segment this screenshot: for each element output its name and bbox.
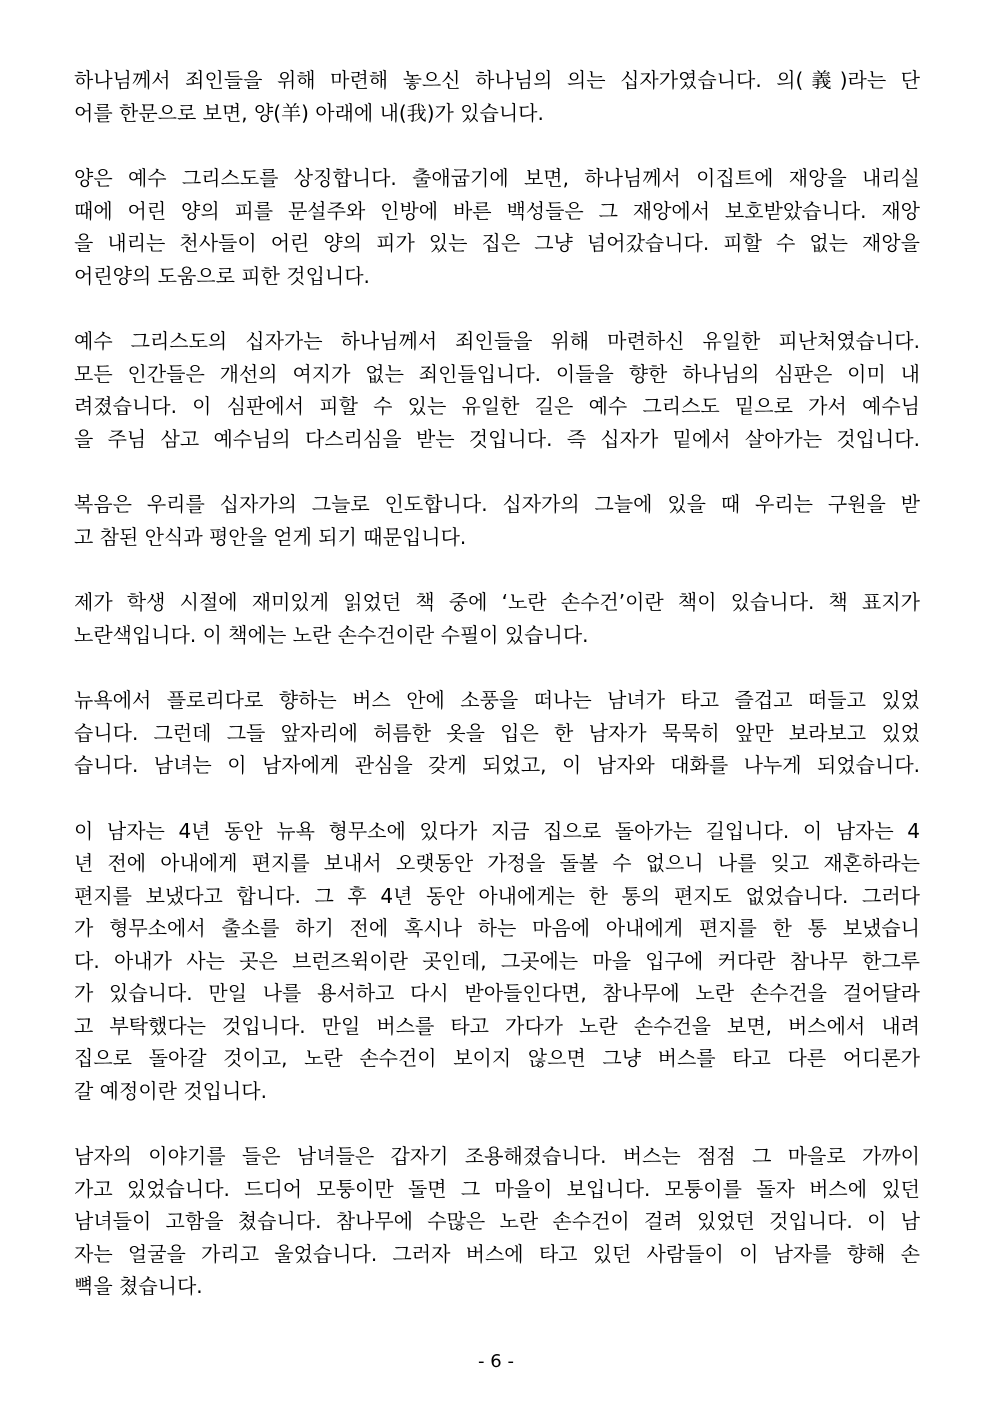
text-line: 편지를 보냈다고 합니다. 그 후 4년 동안 아내에게는 한 통의 편지도 없었습니다. 그러다: [74, 883, 920, 908]
text-line: 양은 예수 그리스도를 상징합니다. 출애굽기에 보면, 하나님께서 이집트에 재앙을 내리실: [74, 166, 920, 190]
text-line: 남녀들이 고함을 쳤습니다. 참나무에 수많은 노란 손수건이 걸려 있었던 것입니다. 이 남: [74, 1209, 920, 1233]
text-line: 어린양의 도움으로 피한 것입니다.: [74, 263, 370, 288]
paragraph: [74, 586, 920, 651]
text-line: 습니다. 남녀는 이 남자에게 관심을 갖게 되었고, 이 남자와 대화를 나누게 되었습니다.: [74, 753, 920, 777]
text-line: 고 부탁했다는 것입니다. 만일 버스를 타고 가다가 노란 손수건을 보면, 버스에서 내려: [74, 1013, 920, 1038]
text-line: 습니다. 그런데 그들 앞자리에 허름한 옷을 입은 한 남자가 묵묵히 앞만 보라보고 있었: [74, 720, 920, 745]
paragraph: [74, 1140, 920, 1303]
text-line: 가고 있었습니다. 드디어 모퉁이만 돌면 그 마을이 보입니다. 모퉁이를 돌자 버스에 있던: [74, 1176, 920, 1201]
text-line: 하나님께서 죄인들을 위해 마련해 놓으신 하나님의 의는 십자가였습니다. 의(義)라는 단: [74, 68, 920, 92]
text-line: 복음은 우리를 십자가의 그늘로 인도합니다. 십자가의 그늘에 있을 때 우리는 구원을 받: [74, 492, 920, 516]
text-line: 집으로 돌아갈 것이고, 노란 손수건이 보이지 않으면 그냥 버스를 타고 다른 어디론가: [74, 1046, 920, 1070]
text-line: 노란색입니다. 이 책에는 노란 손수건이란 수필이 있습니다.: [74, 622, 589, 647]
text-line: 뉴욕에서 플로리다로 향하는 버스 안에 소풍을 떠나는 남녀가 타고 즐겁고 떠들고 있었: [74, 688, 920, 712]
paragraph: [74, 488, 920, 553]
text-line: 이 남자는 4년 동안 뉴욕 형무소에 있다가 지금 집으로 돌아가는 길입니다. 이 남자는 4: [74, 818, 920, 843]
document-body: [74, 64, 920, 1336]
text-line: 뼉을 쳤습니다.: [74, 1274, 203, 1298]
text-line: 자는 얼굴을 가리고 울었습니다. 그러자 버스에 타고 있던 사람들이 이 남자를 향해 손: [74, 1241, 920, 1266]
page-number: - 6 -: [478, 1351, 514, 1372]
text-line: 다. 아내가 사는 곳은 브런즈윅이란 곳인데, 그곳에는 마을 입구에 커다란 참나무 한그루: [74, 948, 920, 973]
text-line: 어를 한문으로 보면, 양(羊) 아래에 내(我)가 있습니다.: [74, 100, 544, 125]
text-line: 갈 예정이란 것입니다.: [74, 1078, 267, 1103]
text-line: 남자의 이야기를 들은 남녀들은 갑자기 조용해졌습니다. 버스는 점점 그 마을로 가까이: [74, 1144, 920, 1168]
paragraph: [74, 162, 920, 292]
paragraph: [74, 64, 920, 129]
text-line: 때에 어린 양의 피를 문설주와 인방에 바른 백성들은 그 재앙에서 보호받았습니다. 재앙: [74, 198, 920, 223]
paragraph: [74, 325, 920, 455]
paragraph: [74, 815, 920, 1108]
text-line: 모든 인간들은 개선의 여지가 없는 죄인들입니다. 이들을 향한 하나님의 심판은 이미 내: [74, 361, 920, 386]
text-line: 제가 학생 시절에 재미있게 읽었던 책 중에 ‘노란 손수건’이란 책이 있습니다. 책 표지가: [74, 590, 920, 614]
text-line: 을 내리는 천사들이 어린 양의 피가 있는 집은 그냥 넘어갔습니다. 피할 수 없는 재앙을: [74, 231, 920, 255]
paragraph: [74, 684, 920, 782]
text-line: 고 참된 안식과 평안을 얻게 되기 때문입니다.: [74, 524, 467, 549]
text-line: 을 주님 삼고 예수님의 다스리심을 받는 것입니다. 즉 십자가 밑에서 살아가는 것입니다.: [74, 426, 920, 451]
text-line: 년 전에 아내에게 편지를 보내서 오랫동안 가정을 돌볼 수 없으니 나를 잊고 재혼하라는: [74, 851, 920, 875]
text-line: 예수 그리스도의 십자가는 하나님께서 죄인들을 위해 마련하신 유일한 피난처였습니다.: [74, 329, 920, 353]
text-line: 가 형무소에서 출소를 하기 전에 혹시나 하는 마음에 아내에게 편지를 한 통 보냈습니: [74, 916, 920, 940]
text-line: 려졌습니다. 이 심판에서 피할 수 있는 유일한 길은 예수 그리스도 밑으로 가서 예수님: [74, 394, 920, 418]
text-line: 가 있습니다. 만일 나를 용서하고 다시 받아들인다면, 참나무에 노란 손수건을 걸어달라: [74, 981, 920, 1005]
